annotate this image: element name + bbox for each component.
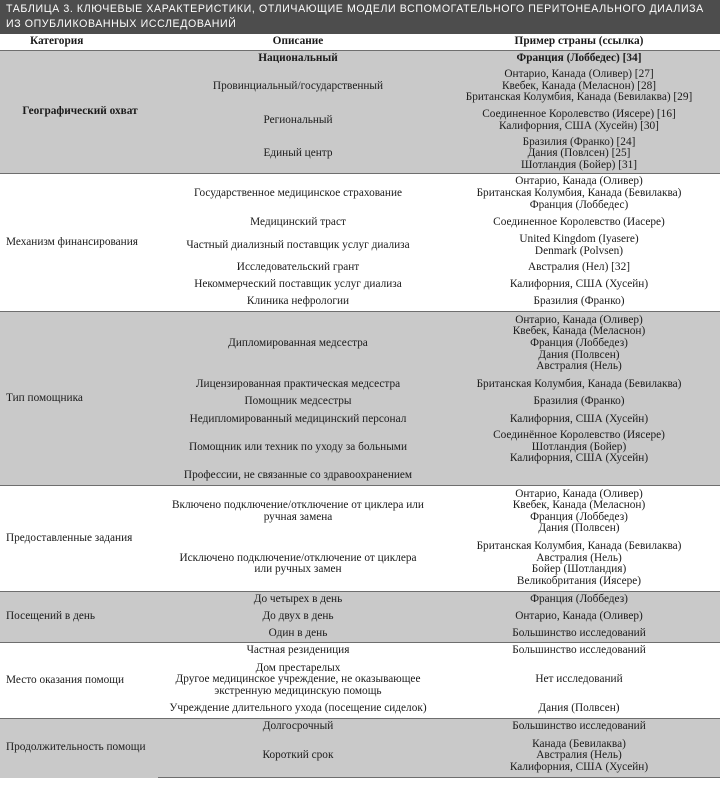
header-description: Описание <box>158 34 438 51</box>
description-cell: Учреждение длительного ухода (посещение сиделок) <box>169 702 427 715</box>
category-cell: Посещений в день <box>0 592 158 643</box>
example-cell: Британская Колумбия, Канада (Бевилаква) <box>438 376 720 394</box>
table-row <box>0 643 720 660</box>
category-cell: Механизм финансирования <box>0 174 158 312</box>
example-cell: Онтарио, Канада (Оливер) Британская Колумбия, Канада (Бевилаква) Франция (Лоббедес) <box>438 174 720 214</box>
example-cell: Бразилия (Франко) [24] Дания (Повлсен) [25] Шотландия (Бойер) [31] <box>438 136 720 174</box>
example-cell <box>438 467 720 486</box>
example-cell: Онтарио, Канада (Оливер) [27] Квебек, Канада (Меласнон) [28] Британская Колумбия, Канада (Бевилаква) [29] <box>438 68 720 106</box>
description-cell: Исследовательский грант <box>236 260 360 273</box>
example-cell: Франция (Лоббедес) [34] <box>438 51 720 68</box>
description-cell: Дом престарелых Другое медицинское учреждение, не оказывающее экстренную медицинскую помощь <box>175 661 421 697</box>
description-cell: Провинциальный/государственный <box>158 68 438 106</box>
example-cell: Бразилия (Франко) <box>533 295 625 308</box>
description-cell: Профессии, не связанные со здравоохранением <box>158 467 438 486</box>
example-cell: Нет исследований <box>535 673 623 686</box>
example-cell: Большинство исследований <box>438 719 720 736</box>
description-cell: Лицензированная практическая медсестра <box>158 376 438 394</box>
description-cell: До четырех в день <box>158 592 438 609</box>
description-cell: Единый центр <box>158 136 438 174</box>
characteristics-table <box>0 34 720 778</box>
table-row <box>0 51 720 68</box>
example-cell: Онтарио, Канада (Оливер) Квебек, Канада (Меласнон) Франция (Лоббедез) Дания (Полвсен) Австралия (Нель) <box>438 312 720 376</box>
example-cell: Соединенное Королевство (Иасере) <box>493 215 665 228</box>
category-cell: Географический охват <box>0 51 158 174</box>
table-title: ТАБЛИЦА 3. КЛЮЧЕВЫЕ ХАРАКТЕРИСТИКИ, ОТЛИЧАЮЩИЕ МОДЕЛИ ВСПОМОГАТЕЛЬНОГО ПЕРИТОНЕАЛЬНОГО ДИАЛИЗА ИЗ ОПУБЛИКОВАННЫХ ИССЛЕДОВАНИЙ <box>0 0 720 34</box>
header-category: Категория <box>0 34 158 51</box>
description-cell: До двух в день <box>158 609 438 626</box>
table-row <box>0 592 720 609</box>
description-cell: Помощник или техник по уходу за больными <box>158 429 438 467</box>
example-cell: Большинство исследований <box>438 643 720 660</box>
example-cell: United Kingdom (Iyasere) Denmark (Polvsen) <box>519 232 639 257</box>
description-cell: Национальный <box>158 51 438 68</box>
example-cell: Британская Колумбия, Канада (Бевилаква) Австралия (Нель) Бойер (Шотландия) Великобритания (Иясере) <box>476 540 682 587</box>
example-cell: Дания (Полвсен) <box>538 702 620 715</box>
description-cell: Один в день <box>158 626 438 643</box>
category-cell: Тип помощника <box>0 312 158 486</box>
description-cell: Короткий срок <box>158 736 438 778</box>
table-row <box>0 174 720 214</box>
example-cell: Соединённое Королевство (Иясере) Шотландия (Бойер) Калифорния, США (Хусейн) <box>438 429 720 467</box>
description-cell: Недипломированный медицинский персонал <box>158 411 438 429</box>
category-cell: Предоставленные задания <box>0 486 158 592</box>
description-cell: Частная резидениция <box>158 643 438 660</box>
description-cell: Региональный <box>158 106 438 136</box>
header-row <box>0 34 720 51</box>
description-cell: Государственное медицинское страхование <box>158 174 438 214</box>
description-cell: Долгосрочный <box>158 719 438 736</box>
example-cell: Соединенное Королевство (Иясере) [16] Калифорния, США (Хусейн) [30] <box>438 106 720 136</box>
description-cell: Клиника нефрологии <box>246 295 350 308</box>
table-row <box>0 312 720 376</box>
description-cell: Некоммерческий поставщик услуг диализа <box>194 277 402 290</box>
description-cell: Включено подключение/отключение от циклера или ручная замена <box>158 486 438 538</box>
description-cell: Дипломированная медсестра <box>158 312 438 376</box>
table-row <box>0 719 720 736</box>
description-cell: Исключено подключение/отключение от циклера или ручных замен <box>179 551 417 576</box>
example-cell: Канада (Бевилаква) Австралия (Нель) Калифорния, США (Хусейн) <box>438 736 720 778</box>
category-cell: Продолжительность помощи <box>0 719 158 778</box>
description-cell: Медицинский траст <box>250 215 346 228</box>
example-cell: Онтарио, Канада (Оливер) Квебек, Канада (Меласнон) Франция (Лоббедез) Дания (Полвсен) <box>438 486 720 538</box>
category-cell: Место оказания помощи <box>0 643 158 719</box>
example-cell: Большинство исследований <box>438 626 720 643</box>
table-row <box>0 486 720 538</box>
example-cell: Онтарио, Канада (Оливер) <box>438 609 720 626</box>
example-cell: Бразилия (Франко) <box>438 394 720 411</box>
example-cell: Калифорния, США (Хусейн) <box>438 411 720 429</box>
example-cell: Калифорния, США (Хусейн) <box>509 277 649 290</box>
description-cell: Частный диализный поставщик услуг диализа <box>186 238 410 251</box>
example-cell: Франция (Лоббедез) <box>438 592 720 609</box>
example-cell: Австралия (Нел) [32] <box>528 260 630 273</box>
header-example: Пример страны (ссылка) <box>438 34 720 51</box>
description-cell: Помощник медсестры <box>158 394 438 411</box>
